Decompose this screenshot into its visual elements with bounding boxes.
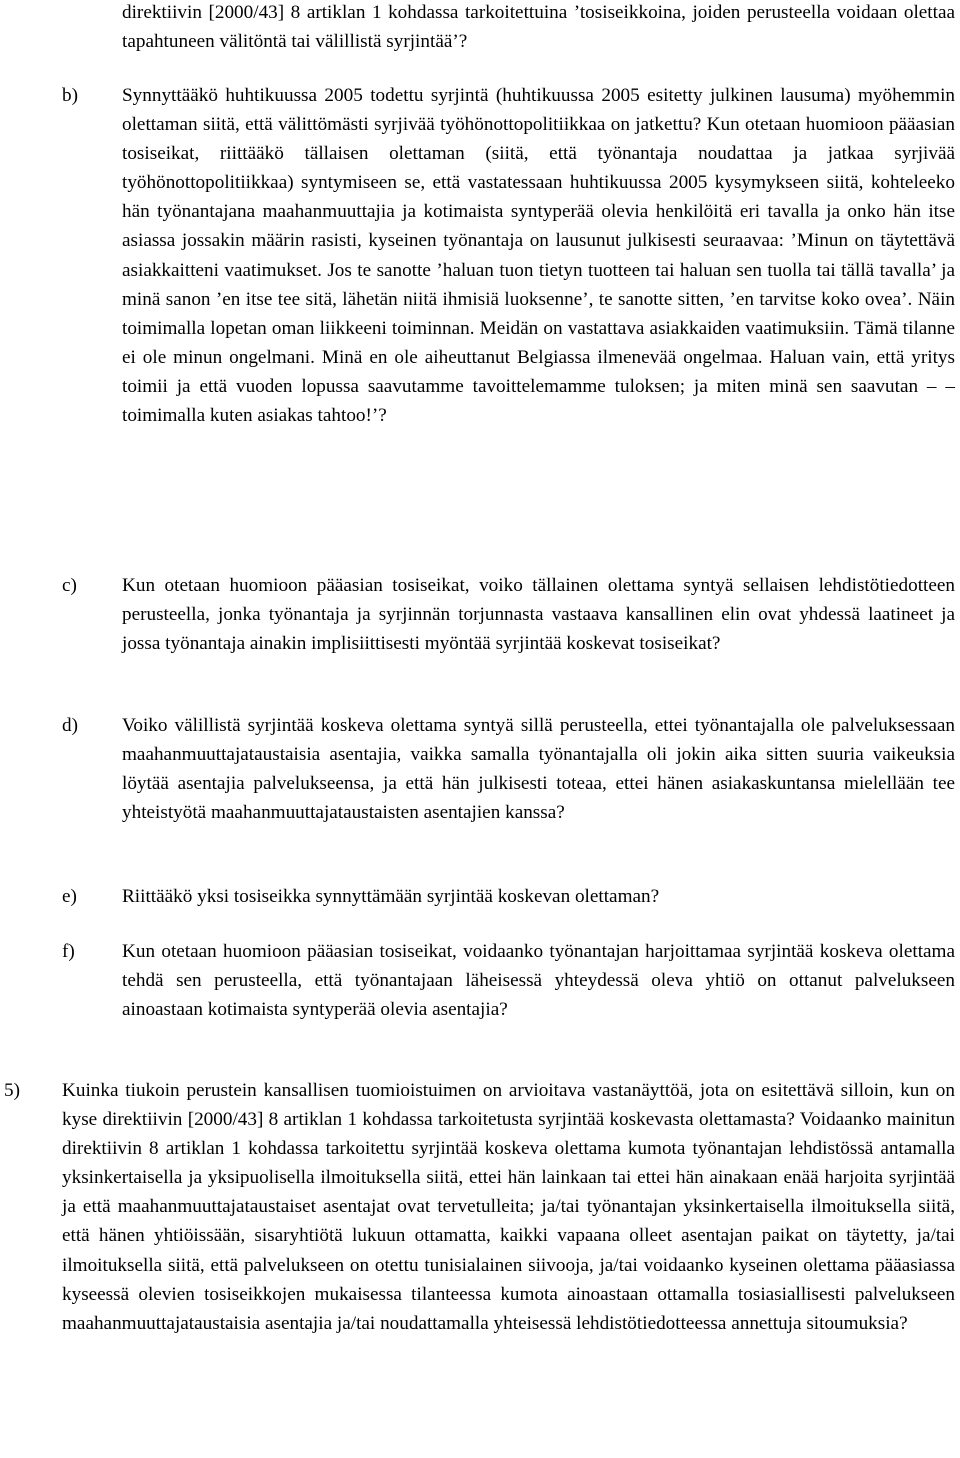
continuation-paragraph: direktiivin [2000/43] 8 artiklan 1 kohdassa tarkoitettuina ’tosiseikkoina, joiden perusteella voidaan olettaa tapahtuneen välitöntä tai välillistä syrjintää’?: [122, 2, 955, 53]
question-5-paragraph: Kuinka tiukoin perustein kansallisen tuomioistuimen on arvioitava vastanäyttöä, jota on esitettävä silloin, kun on kyse direktiivin [2000/43] 8 artiklan 1 kohdassa tarkoitetusta syrjintää koskevasta olettamasta? Voidaanko mainitun direktiivin 8 artiklan 1 kohdassa tarkoitettu syrjintää koskeva olettama kumota työnantajan lehdistössä antamalla yksinkertaisella ja yksipuolisella ilmoituksella siitä, ettei hän lainkaan tai ettei hän ainakaan enää harjoita syrjintää ja että maahanmuuttajataustaiset asentajat ovat tervetulleita; ja/tai työnantajan yksinkertaisella ilmoituksella siitä, että hänen yhtiöissään, sisaryhtiötä lukuun ottamatta, kaikki vapaana olleet asentajan paikat on täytetty, ja/tai ilmoituksella siitä, että palvelukseen on otettu tunisialainen siivooja, ja/tai voidaanko kyseinen olettama pääasiassa kyseessä olevien tosiseikkojen mukaisessa tilanteessa kumota ainoastaan ottamalla tosiasiallisesti palvelukseen maahanmuuttajataustaisia asentajia ja/tai noudattamalla yhteisessä lehdistötiedotteessa annettuja sitoumuksia?: [62, 1080, 955, 1334]
item-d-paragraph: Voiko välillistä syrjintää koskeva olettama syntyä sillä perusteella, ettei työnantajalla ole palveluksessaan maahanmuuttajataustaisia asentajia, vaikka samalla työnantajalla oli jokin aika sitten suuria vaikeuksia löytää asentajia palvelukseensa, ja että hän julkisesti toteaa, ettei hänen asiakaskuntansa mielellään tee yhteistyötä maahanmuuttajataustaisten asentajien kanssa?: [122, 715, 955, 824]
item-b-paragraph: Synnyttääkö huhtikuussa 2005 todettu syrjintä (huhtikuussa 2005 esitetty julkinen lausuma) myöhemmin olettaman siitä, että välittömästi syrjivää työhönottopolitiikkaa on jatkettu? Kun otetaan huomioon pääasian tosiseikat, riittääkö tällaisen olettaman (siitä, että työnantaja noudattaa ja jatkaa syrjivää työhönottopolitiikkaa) syntymiseen se, että vastatessaan huhtikuussa 2005 kysymykseen siitä, kohteleeko hän työnantajana maahanmuuttajia ja kotimaista syntyperää olevia henkilöitä eri tavalla ja onko hän itse asiassa jossakin määrin rasisti, kyseinen työnantaja on lausunut julkisesti seuraavaa: ’Minun on täytettävä asiakkaitteni vaatimukset. Jos te sanotte ’haluan tuon tietyn tuotteen tai haluan sen tuolla tai tällä tavalla’ ja minä sanon ’en itse tee sitä, lähetän niitä ihmisiä luoksenne’, te sanotte sitten, ’en tarvitse koko ovea’. Näin toimimalla lopetan oman liikkeeni toiminnan. Meidän on vastattava asiakkaiden vaatimuksiin. Tämä tilanne ei ole minun ongelmani. Minä en ole aiheuttanut Belgiassa ilmenevää ongelmaa. Haluan vain, että yritys toimii ja että vuoden lopussa saavutamme tavoittelemamme tuloksen; ja miten minä sen saavutan – – toimimalla kuten asiakas tahtoo!’?: [122, 85, 955, 427]
item-c-marker: c): [62, 575, 77, 596]
item-d-marker: d): [62, 715, 78, 736]
item-b-marker: b): [62, 85, 78, 106]
item-e-paragraph: Riittääkö yksi tosiseikka synnyttämään syrjintää koskevan olettaman?: [122, 886, 660, 907]
item-e-marker: e): [62, 886, 77, 907]
item-c-paragraph: Kun otetaan huomioon pääasian tosiseikat, voiko tällainen olettama syntyä sellaisen lehdistötiedotteen perusteella, jonka työnantaja ja syrjinnän torjunnasta vastaava kansallinen elin ovat yhdessä laatineet ja jossa työnantaja ainakin implisiittisesti myöntää syrjintää koskevat tosiseikat?: [122, 575, 955, 655]
question-5-marker: 5): [4, 1080, 20, 1101]
item-f-marker: f): [62, 941, 75, 962]
item-f-paragraph: Kun otetaan huomioon pääasian tosiseikat, voidaanko työnantajan harjoittamaa syrjintää koskeva olettama tehdä sen perusteella, että työnantajaan läheisessä yhteydessä oleva yhtiö on ottanut palvelukseen ainoastaan kotimaista syntyperää olevia asentajia?: [122, 941, 955, 1021]
